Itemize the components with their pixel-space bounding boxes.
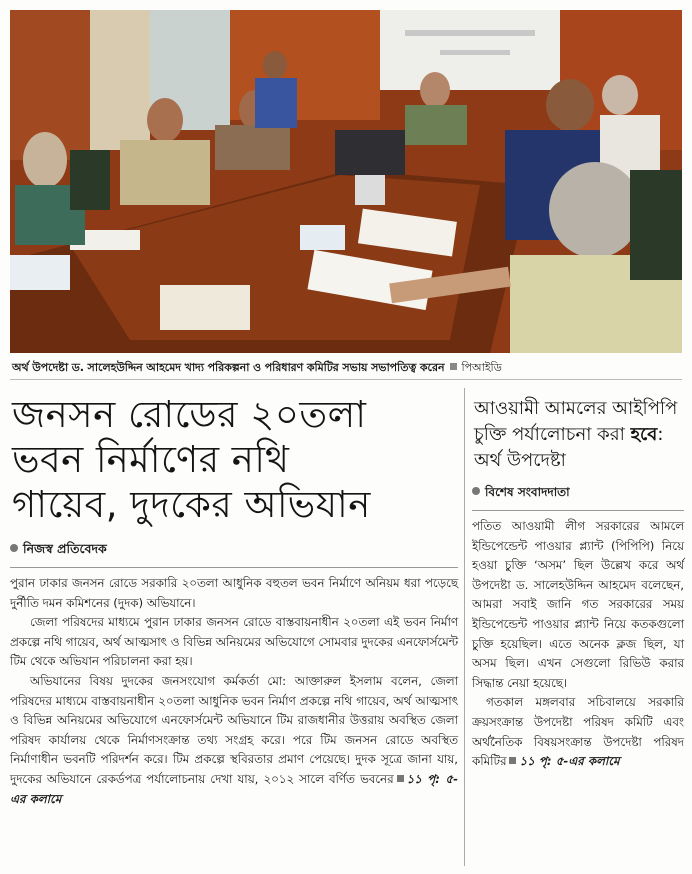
headline-line: গায়েব, দুদকের অভিযান	[12, 483, 371, 526]
side-byline-text: বিশেষ সংবাদদাতা	[485, 485, 570, 499]
continuation	[506, 754, 619, 768]
column-divider	[464, 388, 465, 866]
news-photo	[10, 10, 682, 353]
meeting-photo-illustration	[10, 10, 682, 353]
paragraph-text: গতকাল মঙ্গলবার সচিবালয়ে সরকারি ক্রয়সংক্রান্ত উপদেষ্টা পরিষদ কমিটি এবং অর্থনৈতিক বিষয়সংক্রান্ত উপদেষ্টা পরিষদ কমিটির	[472, 695, 684, 769]
main-article	[10, 386, 458, 809]
continuation-square-icon	[397, 775, 404, 782]
paragraph	[10, 672, 458, 809]
paragraph-text: অভিযানের বিষয় দুদকের জনসংযোগ কর্মকর্তা মো: আক্তারুল ইসলাম বলেন, জেলা পরিষদের মাধ্যমে বাস্তবায়নাধীন ২০তলা আধুনিক ভবন নির্মাণ প্রকল্পে নথি গায়েব, অর্থ আত্মসাৎ ও বিভিন্ন অনিয়মের অভিযোগে এনফোর্সমেন্ট অভিযানে টিম রাজধানীর উত্তরায় অবস্থিত জেলা পরিষদ কার্যালয় থেকে নির্মাণসংক্রান্ত তথ্য সংগ্রহ করে। পরে টিম জনসন রোডে অবস্থিত নির্মাণাধীন ভবনটি পরিদর্শন করে। টিম প্রকল্পে স্থবিরতার প্রমাণ পেয়েছে। দুদক সূত্রে জানা যায়, দুদকের অভিযানে রেকর্ডপত্র পর্যালোচনায় দেখা যায়, ২০১২ সালে বর্ণিত ভবনের	[10, 673, 458, 786]
side-headline-tail: : অর্থ উপদেষ্টা	[474, 424, 664, 471]
side-byline	[472, 484, 684, 504]
photo-credit: পিআইডি	[461, 361, 502, 374]
continuation-text: ১১ পৃ: ৫-এর কলামে	[10, 771, 458, 806]
main-byline	[10, 541, 458, 561]
headline-line: ভবন নির্মাণের নথি	[12, 438, 290, 481]
caption-square-icon	[450, 363, 457, 370]
main-headline	[12, 392, 458, 527]
side-article	[472, 388, 684, 772]
paragraph	[472, 693, 684, 771]
photo-caption	[12, 359, 682, 378]
caption-text: অর্থ উপদেষ্টা ড. সালেহউদ্দিন আহমেদ খাদ্য পরিকল্পনা ও পরিধারণ কমিটির সভায় সভাপতিত্ব করেন	[12, 361, 445, 374]
continuation-text: ১১ পৃ: ৫-এর কলামে	[519, 754, 620, 769]
paragraph: পুরান ঢাকার জনসন রোডে সরকারি ২০তলা আধুনিক বহুতল ভবন নির্মাণে অনিয়ম ধরা পড়েছে দুর্নীতি দমন কমিশনের (দুদক) অভিযানে।	[10, 576, 458, 610]
continuation-square-icon	[509, 757, 516, 764]
main-body	[10, 574, 458, 809]
paragraph: পতিত আওয়ামী লীগ সরকারের আমলে ইন্ডিপেন্ডেন্ট পাওয়ার প্ল্যান্ট (পিপিপি) নিয়ে হওয়া চুক্তি ‘অসম’ ছিল উল্লেখ করে অর্থ উপদেষ্টা ড. সালেহউদ্দিন আহমেদ বলেছেন, আমরা সবাই জানি গত সরকারের সময় ইন্ডিপেন্ডেন্ট পাওয়ার প্ল্যান্ট নিয়ে কতকগুলো চুক্তি হয়েছিল। এতে অনেক ক্লজ ছিল, যা অসম ছিল। এখন সেগুলো রিভিউ করার সিদ্ধান্ত নেয়া হয়েছে।	[472, 519, 684, 690]
side-headline-bold: হবে	[630, 424, 658, 445]
byline-text: নিজস্ব প্রতিবেদক	[23, 541, 107, 556]
paragraph: জেলা পরিষদের মাধ্যমে পুরান ঢাকার জনসন রোডে বাস্তবায়নাধীন ২০তলা এই ভবন নির্মাণ প্রকল্পে নথি গায়েব, অর্থ আত্মসাৎ ও বিভিন্ন অনিয়মের অভিযোগে সোমবার দুদকের এনফোর্সমেন্ট টিম থেকে অভিযান পরিচালনা করা হয়।	[10, 615, 458, 669]
headline-line: জনসন রোডের ২০তলা	[12, 393, 367, 436]
side-body	[472, 517, 684, 772]
divider	[472, 510, 684, 511]
divider	[10, 567, 458, 568]
bullet-icon	[10, 544, 18, 552]
side-headline	[474, 396, 684, 474]
divider	[10, 379, 682, 380]
side-headline-text: আওয়ামী আমলের আইপিপি চুক্তি পর্যালোচনা করা	[474, 398, 678, 445]
bullet-icon	[472, 487, 480, 495]
